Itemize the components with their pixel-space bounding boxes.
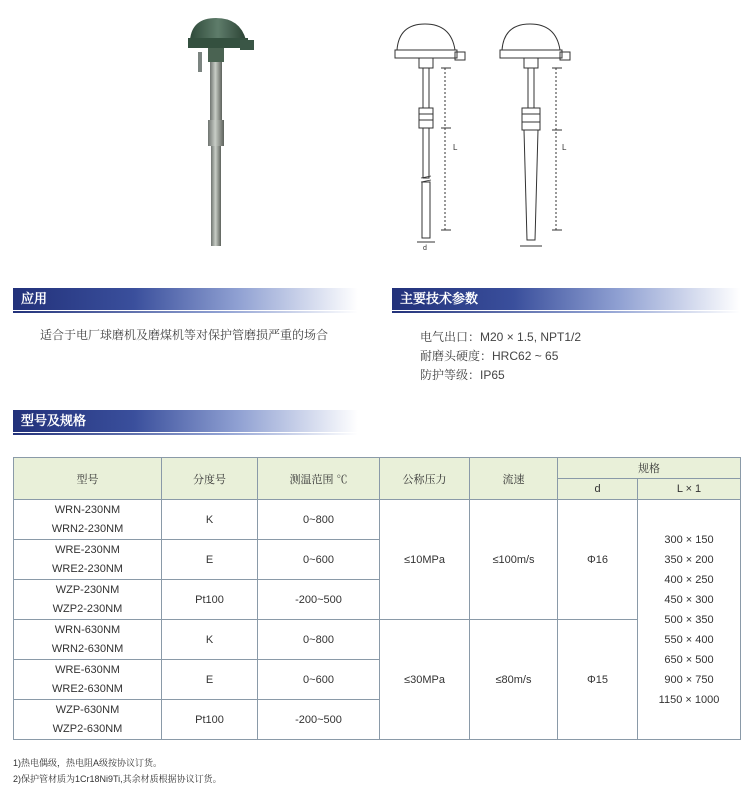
table-row: WZP-230NM WZP2-230NM Pt100 -200~500 bbox=[14, 580, 741, 620]
header-lx: L × 1 bbox=[638, 479, 741, 500]
dim-label-l: L bbox=[453, 143, 458, 152]
flow-group-1: ≤100m/s bbox=[470, 500, 558, 620]
header-grade: 分度号 bbox=[162, 458, 258, 500]
footnote-1: 1)热电偶级，热电阻A级按协议订货。 bbox=[13, 758, 163, 768]
header-model: 型号 bbox=[14, 458, 162, 500]
pressure-group-1: ≤10MPa bbox=[380, 500, 470, 620]
flow-group-2: ≤80m/s bbox=[470, 620, 558, 740]
dim-label-d: d bbox=[423, 245, 427, 250]
table-row: WRN-230NM WRN2-230NM K 0~800 ≤10MPa ≤100m/s Φ16 300 × 150 350 × 200 400 × 250 450 × 300 500 × 350 550 × 400 650 × 500 900 × 750 1150 × 1000 bbox=[14, 500, 741, 540]
lx-list: 300 × 150 350 × 200 400 × 250 450 × 300 500 × 350 550 × 400 650 × 500 900 × 750 1150 × 1000 bbox=[638, 500, 741, 740]
dim-label-l: L bbox=[562, 143, 567, 152]
header-spec: 规格 bbox=[558, 458, 741, 479]
tech-param-electrical: 电气出口：M20 × 1.5, NPT1/2 bbox=[420, 330, 582, 344]
header-flow: 流速 bbox=[470, 458, 558, 500]
table-row: WZP-630NM WZP2-630NM Pt100 -200~500 bbox=[14, 700, 741, 740]
section-application: 应用 bbox=[13, 288, 358, 310]
d-group-1: Φ16 bbox=[558, 500, 638, 620]
section-tech-params: 主要技术参数 bbox=[392, 288, 740, 310]
tech-param-hardness: 耐磨头硬度：HRC62 ~ 65 bbox=[420, 349, 559, 363]
header-d: d bbox=[558, 479, 638, 500]
table-row: WRE-230NM WRE2-230NM E 0~600 bbox=[14, 540, 741, 580]
d-group-2: Φ15 bbox=[558, 620, 638, 740]
pressure-group-2: ≤30MPa bbox=[380, 620, 470, 740]
header-pressure: 公称压力 bbox=[380, 458, 470, 500]
table-row: WRN-630NM WRN2-630NM K 0~800 ≤30MPa ≤80m/s Φ15 bbox=[14, 620, 741, 660]
spec-table bbox=[13, 457, 741, 740]
application-text: 适合于电厂球磨机及磨煤机等对保护管磨损严重的场合 bbox=[40, 328, 329, 342]
product-photo bbox=[180, 10, 260, 250]
footnote-2: 2)保护管材质为1Cr18Ni9Ti,其余材质根据协议订货。 bbox=[13, 774, 222, 784]
table-row: WRE-630NM WRE2-630NM E 0~600 bbox=[14, 660, 741, 700]
header-range: 测温范围 ℃ bbox=[258, 458, 380, 500]
dimension-drawing-tapered bbox=[490, 10, 600, 250]
section-models: 型号及规格 bbox=[13, 410, 358, 432]
tech-param-protection: 防护等级：IP65 bbox=[420, 368, 505, 382]
tech-param-list bbox=[420, 328, 720, 385]
dimension-drawing-straight bbox=[385, 10, 495, 250]
